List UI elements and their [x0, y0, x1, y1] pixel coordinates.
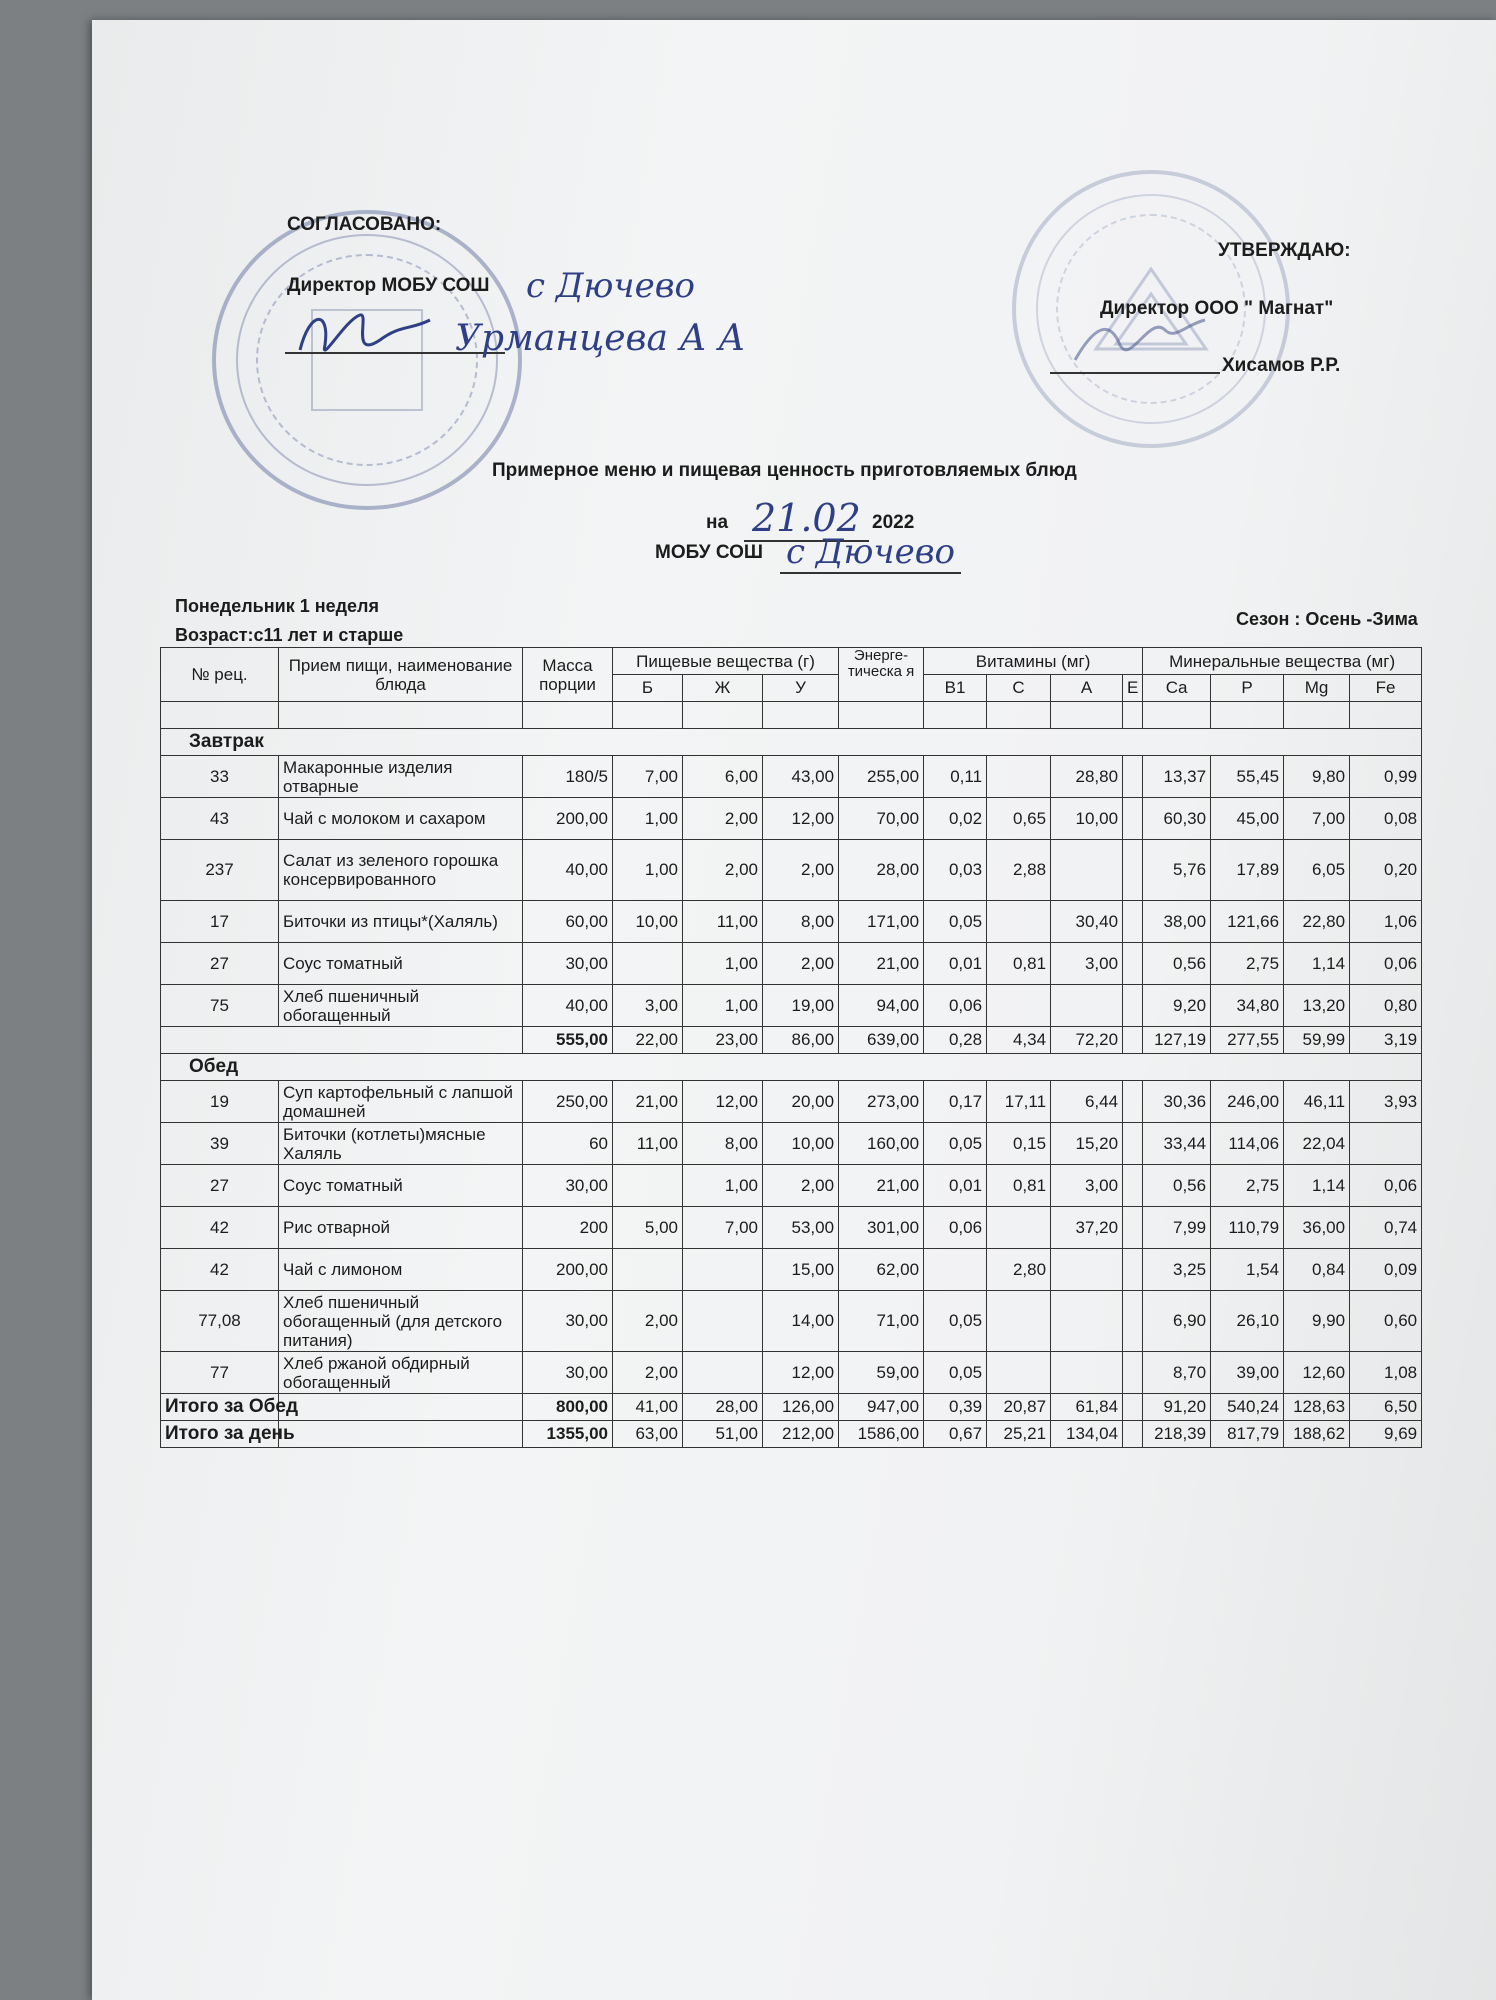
total-b: 22,00	[613, 1027, 683, 1054]
table-header-row	[161, 648, 1422, 675]
value-b1: 0,05	[924, 1291, 987, 1352]
value-c	[987, 1207, 1051, 1249]
date-prefix: на	[706, 512, 729, 533]
value-b: 3,00	[613, 985, 683, 1027]
total-fe: 3,19	[1350, 1027, 1422, 1054]
value-b: 1,00	[613, 798, 683, 840]
value-energy: 21,00	[839, 943, 924, 985]
value-energy: 62,00	[839, 1249, 924, 1291]
value-b1: 0,11	[924, 756, 987, 798]
blank-cell	[161, 1027, 523, 1054]
value-mg: 7,00	[1284, 798, 1350, 840]
value-u: 20,00	[763, 1081, 839, 1123]
rec-number: 77	[161, 1352, 279, 1394]
value-p: 34,80	[1211, 985, 1284, 1027]
dish-name: Рис отварной	[279, 1207, 523, 1249]
value-b: 2,00	[613, 1291, 683, 1352]
total-fe: 6,50	[1350, 1394, 1422, 1421]
total-e	[1123, 1394, 1143, 1421]
date-year: 2022	[872, 512, 915, 533]
value-zh	[683, 1291, 763, 1352]
value-ca: 60,30	[1143, 798, 1211, 840]
value-energy: 255,00	[839, 756, 924, 798]
total-mg: 188,62	[1284, 1421, 1350, 1448]
value-fe: 0,06	[1350, 943, 1422, 985]
value-c	[987, 1291, 1051, 1352]
dish-mass: 250,00	[523, 1081, 613, 1123]
value-u: 8,00	[763, 901, 839, 943]
value-u: 15,00	[763, 1249, 839, 1291]
value-e	[1123, 1165, 1143, 1207]
value-energy: 21,00	[839, 1165, 924, 1207]
value-b1: 0,05	[924, 901, 987, 943]
value-p: 1,54	[1211, 1249, 1284, 1291]
value-p: 121,66	[1211, 901, 1284, 943]
table-row	[161, 1081, 1422, 1123]
value-zh: 2,00	[683, 798, 763, 840]
value-ca: 0,56	[1143, 1165, 1211, 1207]
approval-right-position: Директор ООО " Магнат"	[1100, 298, 1334, 319]
value-zh: 11,00	[683, 901, 763, 943]
value-e	[1123, 1123, 1143, 1165]
value-fe: 0,99	[1350, 756, 1422, 798]
value-mg: 22,04	[1284, 1123, 1350, 1165]
value-zh: 6,00	[683, 756, 763, 798]
value-e	[1123, 901, 1143, 943]
header-p: P	[1211, 675, 1284, 702]
total-mg: 59,99	[1284, 1027, 1350, 1054]
rec-number: 42	[161, 1207, 279, 1249]
rec-number: 237	[161, 840, 279, 901]
value-fe	[1350, 1123, 1422, 1165]
value-a: 28,80	[1051, 756, 1123, 798]
total-c: 4,34	[987, 1027, 1051, 1054]
lunch-total-row-label: Итого за Обед	[161, 1394, 279, 1421]
value-energy: 160,00	[839, 1123, 924, 1165]
value-zh	[683, 1352, 763, 1394]
value-b: 1,00	[613, 840, 683, 901]
value-b1: 0,03	[924, 840, 987, 901]
total-b1: 0,28	[924, 1027, 987, 1054]
total-u: 126,00	[763, 1394, 839, 1421]
table-row	[161, 943, 1422, 985]
value-ca: 3,25	[1143, 1249, 1211, 1291]
section-breakfast-label: Завтрак	[161, 729, 1422, 756]
approval-left-position: Директор МОБУ СОШ	[287, 275, 490, 296]
value-b: 2,00	[613, 1352, 683, 1394]
dish-mass: 180/5	[523, 756, 613, 798]
total-b: 41,00	[613, 1394, 683, 1421]
header-fe: Fe	[1350, 675, 1422, 702]
value-zh: 8,00	[683, 1123, 763, 1165]
header-b: Б	[613, 675, 683, 702]
value-mg: 6,05	[1284, 840, 1350, 901]
signature-scribble-right-icon	[1070, 305, 1210, 375]
value-u: 10,00	[763, 1123, 839, 1165]
value-p: 26,10	[1211, 1291, 1284, 1352]
approval-left-title: СОГЛАСОВАНО:	[287, 214, 442, 235]
total-mass: 1355,00	[523, 1421, 613, 1448]
dish-name: Салат из зеленого горошка консервированного	[279, 840, 523, 901]
header-a: A	[1051, 675, 1123, 702]
value-e	[1123, 798, 1143, 840]
value-a: 3,00	[1051, 943, 1123, 985]
value-b: 21,00	[613, 1081, 683, 1123]
value-a: 37,20	[1051, 1207, 1123, 1249]
rec-number: 27	[161, 943, 279, 985]
value-fe: 0,09	[1350, 1249, 1422, 1291]
value-u: 43,00	[763, 756, 839, 798]
value-mg: 22,80	[1284, 901, 1350, 943]
table-row	[161, 1165, 1422, 1207]
approval-right-title: УТВЕРЖДАЮ:	[1218, 240, 1351, 261]
value-mg: 1,14	[1284, 943, 1350, 985]
value-c: 0,15	[987, 1123, 1051, 1165]
dish-name: Соус томатный	[279, 943, 523, 985]
value-energy: 171,00	[839, 901, 924, 943]
table-row	[161, 1352, 1422, 1394]
value-fe: 0,60	[1350, 1291, 1422, 1352]
value-ca: 6,90	[1143, 1291, 1211, 1352]
total-ca: 91,20	[1143, 1394, 1211, 1421]
header-b1: B1	[924, 675, 987, 702]
value-b1: 0,02	[924, 798, 987, 840]
header-ca: Ca	[1143, 675, 1211, 702]
header-meal: Прием пищи, наименование блюда	[279, 648, 523, 702]
value-b1: 0,06	[924, 1207, 987, 1249]
approval-left-school-handwriting: с Дючево	[526, 266, 695, 306]
value-p: 45,00	[1211, 798, 1284, 840]
header-zh: Ж	[683, 675, 763, 702]
value-mg: 46,11	[1284, 1081, 1350, 1123]
value-ca: 7,99	[1143, 1207, 1211, 1249]
header-nutrients: Пищевые вещества (г)	[613, 648, 839, 675]
dish-name: Чай с лимоном	[279, 1249, 523, 1291]
value-fe: 0,80	[1350, 985, 1422, 1027]
value-p: 114,06	[1211, 1123, 1284, 1165]
dish-mass: 40,00	[523, 840, 613, 901]
value-c	[987, 1352, 1051, 1394]
value-a	[1051, 840, 1123, 901]
section-lunch	[161, 1054, 1422, 1081]
dish-mass: 60,00	[523, 901, 613, 943]
total-ca: 218,39	[1143, 1421, 1211, 1448]
total-mg: 128,63	[1284, 1394, 1350, 1421]
table-row	[161, 1291, 1422, 1352]
value-fe: 1,08	[1350, 1352, 1422, 1394]
value-c: 0,65	[987, 798, 1051, 840]
total-zh: 28,00	[683, 1394, 763, 1421]
table-row	[161, 985, 1422, 1027]
value-a: 10,00	[1051, 798, 1123, 840]
approval-left-signature-handwriting: Урманцева А А	[455, 318, 746, 359]
rec-number: 33	[161, 756, 279, 798]
value-b: 10,00	[613, 901, 683, 943]
rec-number: 39	[161, 1123, 279, 1165]
total-energy: 1586,00	[839, 1421, 924, 1448]
value-b: 11,00	[613, 1123, 683, 1165]
value-c	[987, 901, 1051, 943]
value-u: 53,00	[763, 1207, 839, 1249]
total-ca: 127,19	[1143, 1027, 1211, 1054]
total-fe: 9,69	[1350, 1421, 1422, 1448]
dish-mass: 200,00	[523, 798, 613, 840]
value-e	[1123, 985, 1143, 1027]
total-energy: 947,00	[839, 1394, 924, 1421]
value-p: 246,00	[1211, 1081, 1284, 1123]
value-zh: 1,00	[683, 943, 763, 985]
table-row	[161, 1207, 1422, 1249]
value-fe: 0,06	[1350, 1165, 1422, 1207]
lunch-total-row	[161, 1394, 1422, 1421]
value-fe: 3,93	[1350, 1081, 1422, 1123]
rec-number: 77,08	[161, 1291, 279, 1352]
dish-mass: 200,00	[523, 1249, 613, 1291]
value-c: 17,11	[987, 1081, 1051, 1123]
value-c	[987, 756, 1051, 798]
table-row	[161, 840, 1422, 901]
document-title: Примерное меню и пищевая ценность приготовляемых блюд	[492, 460, 1077, 481]
day-total-row	[161, 1421, 1422, 1448]
value-b1: 0,01	[924, 1165, 987, 1207]
value-u: 2,00	[763, 1165, 839, 1207]
value-e	[1123, 840, 1143, 901]
value-p: 39,00	[1211, 1352, 1284, 1394]
value-a	[1051, 1249, 1123, 1291]
approval-right-name: Хисамов Р.Р.	[1222, 355, 1341, 376]
value-c	[987, 985, 1051, 1027]
value-c: 2,88	[987, 840, 1051, 901]
value-b1: 0,05	[924, 1123, 987, 1165]
value-b	[613, 1249, 683, 1291]
table-row	[161, 1249, 1422, 1291]
header-mass: Масса порции	[523, 648, 613, 702]
value-a	[1051, 1291, 1123, 1352]
rec-number: 42	[161, 1249, 279, 1291]
total-b1: 0,67	[924, 1421, 987, 1448]
value-ca: 38,00	[1143, 901, 1211, 943]
value-ca: 9,20	[1143, 985, 1211, 1027]
value-e	[1123, 1291, 1143, 1352]
dish-name: Хлеб ржаной обдирный обогащенный	[279, 1352, 523, 1394]
total-u: 212,00	[763, 1421, 839, 1448]
season-label: Сезон : Осень -Зима	[1236, 609, 1418, 629]
value-zh	[683, 1249, 763, 1291]
blank-cell	[279, 1421, 523, 1448]
value-p: 2,75	[1211, 943, 1284, 985]
value-energy: 273,00	[839, 1081, 924, 1123]
day-total-row-label: Итого за день	[161, 1421, 279, 1448]
value-ca: 33,44	[1143, 1123, 1211, 1165]
header-rec: № рец.	[161, 648, 279, 702]
header-energy: Энерге-тическа я	[839, 648, 924, 702]
section-breakfast	[161, 729, 1422, 756]
value-fe: 0,08	[1350, 798, 1422, 840]
total-c: 20,87	[987, 1394, 1051, 1421]
total-a: 72,20	[1051, 1027, 1123, 1054]
value-energy: 301,00	[839, 1207, 924, 1249]
value-b	[613, 1165, 683, 1207]
value-u: 2,00	[763, 840, 839, 901]
value-mg: 1,14	[1284, 1165, 1350, 1207]
value-ca: 30,36	[1143, 1081, 1211, 1123]
value-b1: 0,01	[924, 943, 987, 985]
day-label: Понедельник 1 неделя	[175, 596, 379, 616]
header-e: E	[1123, 675, 1143, 702]
value-u: 12,00	[763, 1352, 839, 1394]
value-energy: 71,00	[839, 1291, 924, 1352]
total-p: 277,55	[1211, 1027, 1284, 1054]
total-mass: 555,00	[523, 1027, 613, 1054]
total-u: 86,00	[763, 1027, 839, 1054]
school-prefix: МОБУ СОШ	[655, 542, 764, 563]
value-u: 14,00	[763, 1291, 839, 1352]
value-b1: 0,05	[924, 1352, 987, 1394]
header-minerals: Минеральные вещества (мг)	[1143, 648, 1422, 675]
rec-number: 27	[161, 1165, 279, 1207]
school-handwriting: с Дючево	[780, 532, 961, 574]
dish-name: Хлеб пшеничный обогащенный	[279, 985, 523, 1027]
value-energy: 94,00	[839, 985, 924, 1027]
value-energy: 28,00	[839, 840, 924, 901]
table-row	[161, 1123, 1422, 1165]
total-zh: 51,00	[683, 1421, 763, 1448]
value-b1	[924, 1249, 987, 1291]
breakfast-total-row	[161, 1027, 1422, 1054]
value-ca: 13,37	[1143, 756, 1211, 798]
value-e	[1123, 1352, 1143, 1394]
value-a: 3,00	[1051, 1165, 1123, 1207]
dish-name: Чай с молоком и сахаром	[279, 798, 523, 840]
signature-scribble-icon	[290, 300, 440, 370]
value-a	[1051, 1352, 1123, 1394]
value-a: 6,44	[1051, 1081, 1123, 1123]
dish-name: Хлеб пшеничный обогащенный (для детского питания)	[279, 1291, 523, 1352]
value-u: 2,00	[763, 943, 839, 985]
total-e	[1123, 1421, 1143, 1448]
rec-number: 75	[161, 985, 279, 1027]
header-vitamins: Витамины (мг)	[924, 648, 1143, 675]
value-p: 55,45	[1211, 756, 1284, 798]
dish-mass: 30,00	[523, 1352, 613, 1394]
value-b1: 0,17	[924, 1081, 987, 1123]
total-e	[1123, 1027, 1143, 1054]
value-energy: 59,00	[839, 1352, 924, 1394]
value-p: 110,79	[1211, 1207, 1284, 1249]
empty-row	[161, 702, 1422, 729]
value-energy: 70,00	[839, 798, 924, 840]
value-c: 0,81	[987, 1165, 1051, 1207]
header-c: C	[987, 675, 1051, 702]
total-mass: 800,00	[523, 1394, 613, 1421]
value-p: 17,89	[1211, 840, 1284, 901]
total-energy: 639,00	[839, 1027, 924, 1054]
rec-number: 19	[161, 1081, 279, 1123]
menu-table	[160, 647, 1422, 1448]
value-p: 2,75	[1211, 1165, 1284, 1207]
value-fe: 0,20	[1350, 840, 1422, 901]
value-fe: 0,74	[1350, 1207, 1422, 1249]
dish-name: Суп картофельный с лапшой домашней	[279, 1081, 523, 1123]
table-row	[161, 756, 1422, 798]
dish-name: Макаронные изделия отварные	[279, 756, 523, 798]
date-handwriting: 21.02	[744, 496, 869, 542]
value-ca: 5,76	[1143, 840, 1211, 901]
value-b1: 0,06	[924, 985, 987, 1027]
dish-mass: 60	[523, 1123, 613, 1165]
value-zh: 12,00	[683, 1081, 763, 1123]
dish-mass: 30,00	[523, 1165, 613, 1207]
age-label: Возраст:с11 лет и старше	[175, 625, 404, 645]
total-p: 817,79	[1211, 1421, 1284, 1448]
value-ca: 8,70	[1143, 1352, 1211, 1394]
dish-name: Биточки из птицы*(Халяль)	[279, 901, 523, 943]
dish-mass: 30,00	[523, 943, 613, 985]
value-mg: 9,90	[1284, 1291, 1350, 1352]
total-a: 134,04	[1051, 1421, 1123, 1448]
dish-name: Биточки (котлеты)мясные Халяль	[279, 1123, 523, 1165]
total-b: 63,00	[613, 1421, 683, 1448]
rec-number: 17	[161, 901, 279, 943]
total-p: 540,24	[1211, 1394, 1284, 1421]
value-mg: 0,84	[1284, 1249, 1350, 1291]
value-c: 0,81	[987, 943, 1051, 985]
value-fe: 1,06	[1350, 901, 1422, 943]
table-row	[161, 901, 1422, 943]
value-e	[1123, 1207, 1143, 1249]
value-a: 30,40	[1051, 901, 1123, 943]
value-mg: 13,20	[1284, 985, 1350, 1027]
value-zh: 2,00	[683, 840, 763, 901]
value-e	[1123, 943, 1143, 985]
value-e	[1123, 1249, 1143, 1291]
value-b: 5,00	[613, 1207, 683, 1249]
header-mg: Mg	[1284, 675, 1350, 702]
value-mg: 9,80	[1284, 756, 1350, 798]
value-b: 7,00	[613, 756, 683, 798]
value-ca: 0,56	[1143, 943, 1211, 985]
value-e	[1123, 756, 1143, 798]
dish-mass: 30,00	[523, 1291, 613, 1352]
value-u: 19,00	[763, 985, 839, 1027]
rec-number: 43	[161, 798, 279, 840]
header-u: У	[763, 675, 839, 702]
value-u: 12,00	[763, 798, 839, 840]
value-zh: 7,00	[683, 1207, 763, 1249]
total-b1: 0,39	[924, 1394, 987, 1421]
dish-mass: 40,00	[523, 985, 613, 1027]
blank-cell	[279, 1394, 523, 1421]
section-lunch-label: Обед	[161, 1054, 1422, 1081]
value-zh: 1,00	[683, 985, 763, 1027]
dish-mass: 200	[523, 1207, 613, 1249]
value-mg: 36,00	[1284, 1207, 1350, 1249]
total-a: 61,84	[1051, 1394, 1123, 1421]
value-e	[1123, 1081, 1143, 1123]
value-zh: 1,00	[683, 1165, 763, 1207]
value-a: 15,20	[1051, 1123, 1123, 1165]
total-c: 25,21	[987, 1421, 1051, 1448]
value-a	[1051, 985, 1123, 1027]
value-b	[613, 943, 683, 985]
total-zh: 23,00	[683, 1027, 763, 1054]
value-c: 2,80	[987, 1249, 1051, 1291]
table-row	[161, 798, 1422, 840]
dish-name: Соус томатный	[279, 1165, 523, 1207]
value-mg: 12,60	[1284, 1352, 1350, 1394]
